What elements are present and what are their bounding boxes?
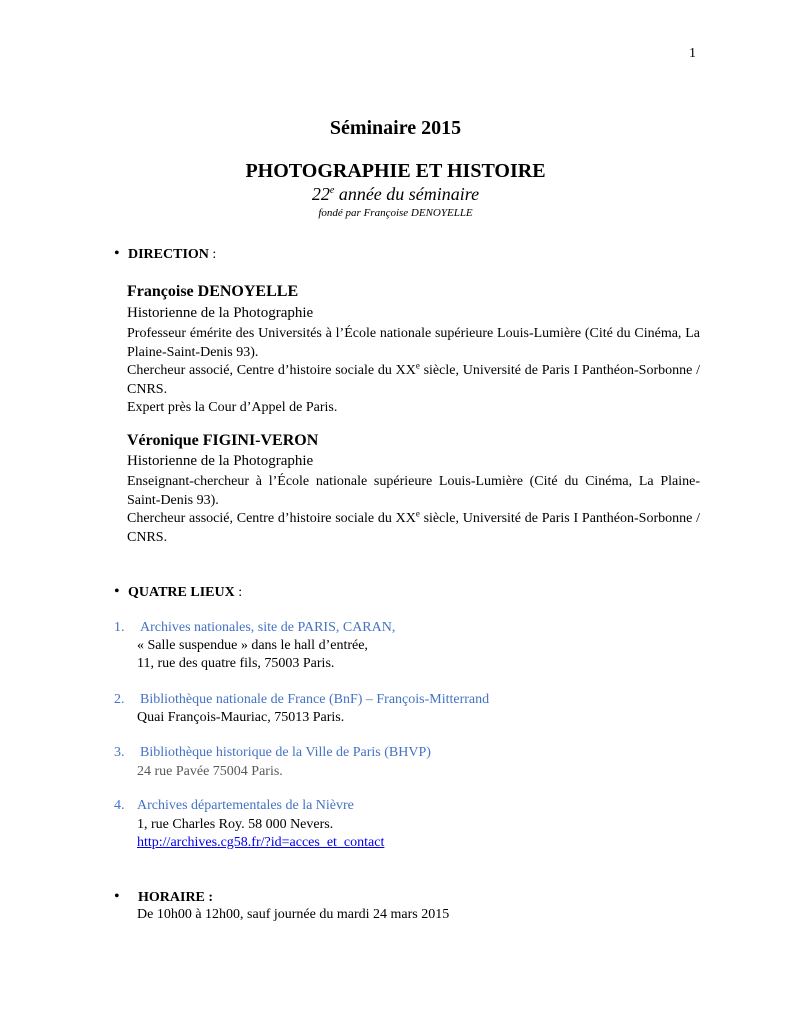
person-description [127,473,700,547]
document-title: Séminaire 2015 [329,117,462,139]
location-line: « Salle suspendue » dans le hall d’entrée, [137,638,368,653]
location-name: Archives départementales de la Nièvre [137,798,354,813]
description-text: siècle, Université de Paris I Panthéon-Sorbonne / CNRS. [127,511,700,545]
bullet-icon: • [114,888,120,905]
locations-colon: : [234,585,243,600]
location-line: 24 rue Pavée 75004 Paris. [137,764,283,779]
location-title [114,692,489,708]
description-line: Expert près la Cour d’Appel de Paris. [127,400,338,415]
description-line: Professeur émérite des Universités à l’École nationale supérieure Louis-Lumière (Cité du Cinéma, La Plaine-Saint-Denis 93). [127,326,700,360]
founded-by: fondé par Françoise DENOYELLE [318,207,473,219]
person-name: Françoise DENOYELLE [127,283,299,300]
hours-label: HORAIRE : [138,890,214,905]
direction-label: DIRECTION [128,247,209,262]
bullet-icon: • [114,245,120,262]
location-number: 4. [114,798,125,813]
location-line: Quai François-Mauriac, 75013 Paris. [137,710,345,725]
location-number: 1. [114,620,125,635]
location-name: Bibliothèque nationale de France (BnF) – François-Mitterrand [140,692,490,707]
direction-heading [114,245,216,263]
year-number: 22 [311,184,330,204]
locations-label: QUATRE LIEUX [128,585,235,600]
hours-text: De 10h00 à 12h00, sauf journée du mardi 24 mars 2015 [137,907,450,922]
seminar-year [0,184,791,205]
location-line: 1, rue Charles Roy. 58 000 Nevers. [137,817,334,832]
description-line [127,510,700,547]
location-name: Archives nationales, site de PARIS, CARAN, [140,620,396,635]
description-line [127,362,700,399]
century-superscript: e [415,508,420,519]
person-description [127,325,700,418]
location-title [114,620,395,636]
seminar-subtitle: PHOTOGRAPHIE ET HISTOIRE [245,160,546,182]
page-number: 1 [689,46,696,61]
location-line: 11, rue des quatre fils, 75003 Paris. [137,656,335,671]
location-title [114,798,354,814]
direction-colon: : [208,247,217,262]
person-role: Historienne de la Photographie [127,453,314,469]
description-text: Chercheur associé, Centre d’histoire sociale du XX [127,363,416,378]
description-text: siècle, Université de Paris I Panthéon-Sorbonne / CNRS. [127,363,700,397]
century-superscript: e [415,360,420,371]
location-number: 2. [114,692,125,707]
person-role: Historienne de la Photographie [127,305,314,321]
location-name: Bibliothèque historique de la Ville de Paris (BHVP) [140,745,431,760]
archives-link[interactable]: http://archives.cg58.fr/?id=acces_et_contact [137,835,385,850]
location-title [114,745,431,761]
description-line: Enseignant-chercheur à l’École nationale supérieure Louis-Lumière (Cité du Cinéma, La Plaine-Saint-Denis 93). [127,474,700,508]
description-text: Chercheur associé, Centre d’histoire sociale du XX [127,511,416,526]
location-number: 3. [114,745,125,760]
locations-heading [114,583,242,601]
bullet-icon: • [114,583,120,600]
hours-heading [114,888,213,906]
person-name: Véronique FIGINI-VERON [127,432,319,449]
year-text: année du séminaire [334,184,480,204]
year-suffix: e [329,185,335,196]
